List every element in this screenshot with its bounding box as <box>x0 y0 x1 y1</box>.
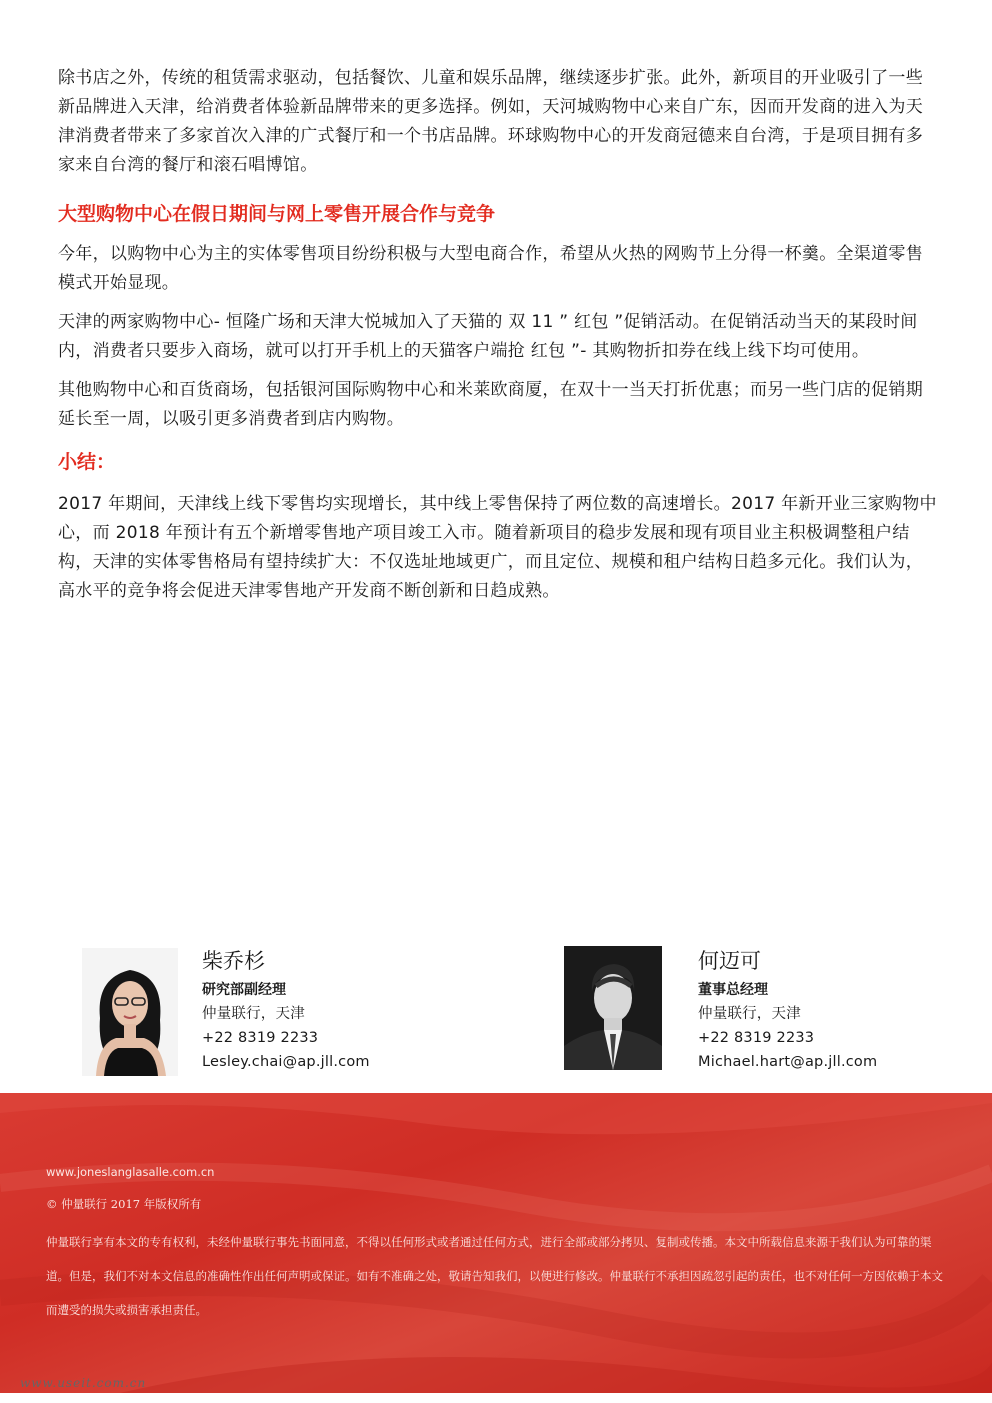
paragraph-intro: 除书店之外，传统的租赁需求驱动，包括餐饮、儿童和娱乐品牌，继续逐步扩张。此外，新项目的开业吸引了一些新品牌进入天津，给消费者体验新品牌带来的更多选择。例如，天河城购物中心来自广东，因而开发商的进入为天津消费者带来了多家首次入津的广式餐厅和一个书店品牌。环球购物中心的开发商冠德来自台湾，于是项目拥有多家来自台湾的餐厅和滚石唱博馆。 <box>58 68 923 175</box>
contact-name: 何迈可 <box>698 949 761 973</box>
section-heading-summary: 小结： <box>58 451 116 473</box>
paragraph-omnichannel: 今年，以购物中心为主的实体零售项目纷纷积极与大型电商合作，希望从火热的网购节上分得一杯羹。全渠道零售模式开始显现。 <box>58 244 923 293</box>
contact-phone: +22 8319 2233 <box>698 1030 815 1046</box>
contact-title: 研究部副经理 <box>202 982 286 998</box>
avatar <box>82 948 178 1076</box>
footer-legal-notice: 仲量联行享有本文的专有权利，未经仲量联行事先书面同意，不得以任何形式或者通过任何方式，进行全部或部分拷贝、复制或传播。本文中所载信息来源于我们认为可靠的渠道。但是，我们不对本文信息的准确性作出任何声明或保证。如有不准确之处，敬请告知我们，以便进行修改。仲量联行不承担因疏忽引起的责任，也不对任何一方因依赖于本文而遭受的损失或损害承担责任。 <box>46 1235 943 1317</box>
paragraph-other-malls: 其他购物中心和百货商场，包括银河国际购物中心和米莱欧商厦，在双十一当天打折优惠；而另一些门店的促销期延长至一周，以吸引更多消费者到店内购物。 <box>58 380 923 429</box>
contact-phone: +22 8319 2233 <box>202 1030 319 1046</box>
paragraph-tmall-promotion: 天津的两家购物中心- 恒隆广场和天津大悦城加入了天猫的 双 11 ” 红包 ”促销活动。在促销活动当天的某段时间内，消费者只要步入商场，就可以打开手机上的天猫客户端抢 红包 ”- 其购物折扣券在线上线下均可使用。 <box>58 312 918 361</box>
avatar <box>564 946 662 1070</box>
contact-company: 仲量联行，天津 <box>698 1006 801 1022</box>
contact-company: 仲量联行，天津 <box>202 1006 305 1022</box>
article-body <box>58 64 938 616</box>
section-heading-holiday-cooperation: 大型购物中心在假日期间与网上零售开展合作与竞争 <box>58 203 496 225</box>
watermark: www.useit.com.cn <box>20 1376 147 1390</box>
contact-email[interactable]: Michael.hart@ap.jll.com <box>698 1054 878 1070</box>
contact-title: 董事总经理 <box>698 982 768 998</box>
contact-info-1 <box>202 946 370 1074</box>
paragraph-summary: 2017 年期间，天津线上线下零售均实现增长，其中线上零售保持了两位数的高速增长。2017 年新开业三家购物中心，而 2018 年预计有五个新增零售地产项目竣工入市。随着新项目的稳步发展和现有项目业主积极调整租户结构，天津的实体零售格局有望持续扩大：不仅选址地域更广，而且定位、规模和租户结构日趋多元化。我们认为，高水平的竞争将会促进天津零售地产开发商不断创新和日趋成熟。 <box>58 494 937 601</box>
contact-name: 柴乔杉 <box>202 949 265 973</box>
footer-band <box>0 1093 992 1393</box>
footer-copyright: © 仲量联行 2017 年版权所有 <box>46 1197 202 1211</box>
contact-info-2 <box>698 946 877 1074</box>
footer-url[interactable]: www.joneslanglasalle.com.cn <box>46 1165 215 1179</box>
contact-email[interactable]: Lesley.chai@ap.jll.com <box>202 1054 370 1070</box>
